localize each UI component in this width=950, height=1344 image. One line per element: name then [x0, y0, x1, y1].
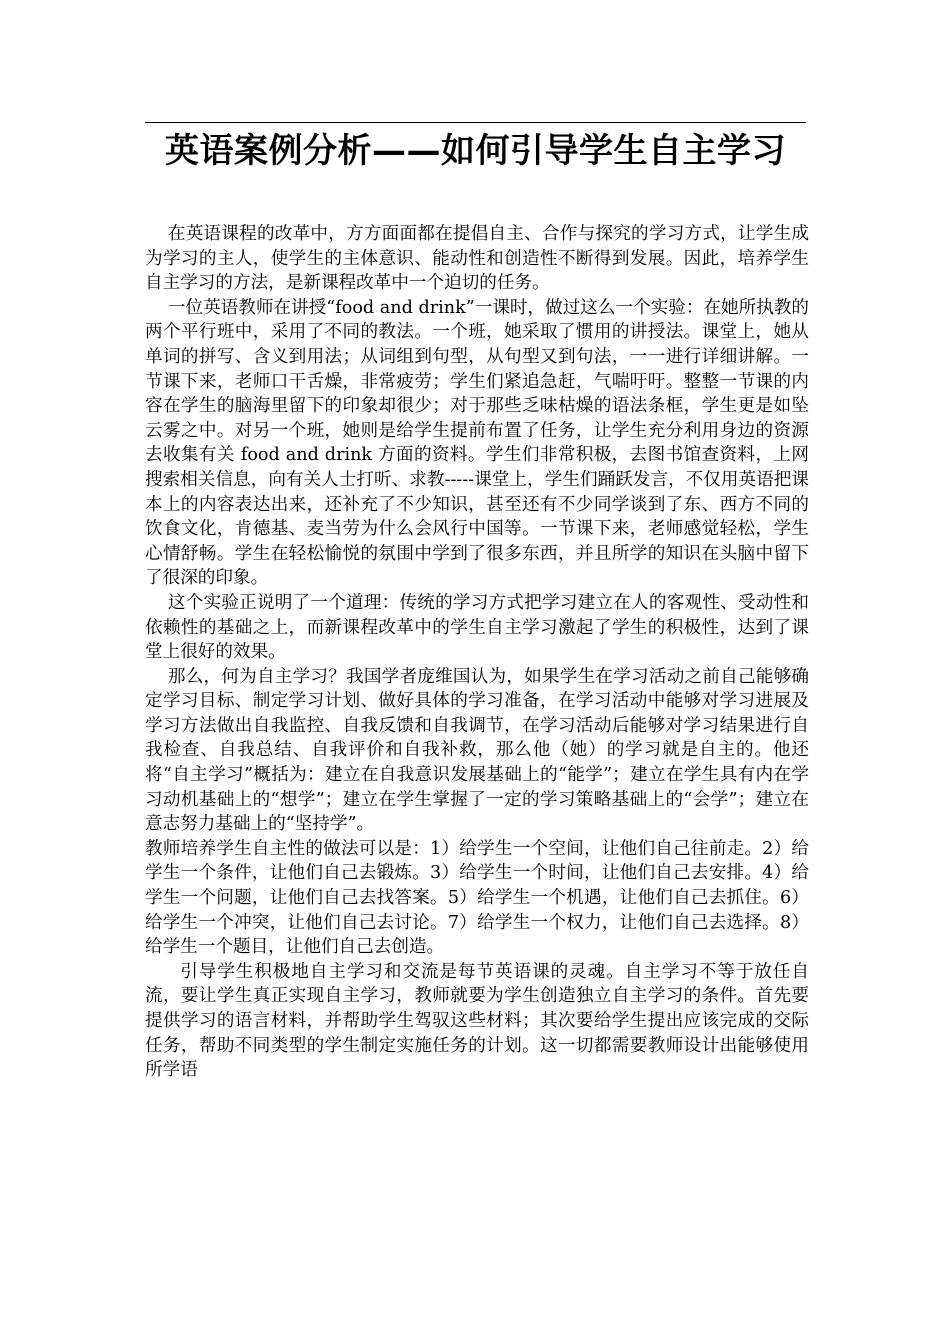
document-title: 英语案例分析——如何引导学生自主学习: [165, 131, 786, 171]
paragraph-conclusion: 这个实验正说明了一个道理：传统的学习方式把学习建立在人的客观性、受动性和依赖性的基础之上，而新课程改革中的学生自主学习激起了学生的积极性，达到了课堂上很好的效果。: [145, 592, 809, 663]
paragraph-methods: 教师培养学生自主性的做法可以是：1）给学生一个空间，让他们自己往前走。2）给学生一个条件，让他们自己去锻炼。3）给学生一个时间，让他们自己去安排。4）给学生一个问题，让他们自己去找答案。5）给学生一个机遇，让他们自己去抓住。6）给学生一个冲突，让他们自己去讨论。7）给学生一个权力，让他们自己去选择。8）给学生一个题目，让他们自己去创造。: [145, 838, 809, 958]
header-rule: [145, 122, 806, 123]
paragraph-experiment: 一位英语教师在讲授“food and drink”一课时，做过这么一个实验：在她所执教的两个平行班中，采用了不同的教法。一个班，她采取了惯用的讲授法。课堂上，她从单词的拼写、含义到用法；从词组到句型，从句型又到句法，一一进行详细讲解。一节课下来，老师口干舌燥，非常疲劳；学生们紧追急赶，气喘吁吁。整整一节课的内容在学生的脑海里留下的印象却很少；对于那些乏味枯燥的语法条框，学生更是如坠云雾之中。对另一个班，她则是给学生提前布置了任务，让学生充分利用身边的资源去收集有关 food and drink 方面的资料。学生们非常积极，去图书馆查资料，上网搜索相关信息，向有关人士打听、求教-----课堂上，学生们踊跃发言，不仅用英语把课本上的内容表达出来，还补充了不少知识，甚至还有不少同学谈到了东、西方不同的饮食文化，肯德基、麦当劳为什么会风行中国等。一节课下来，老师感觉轻松，学生心情舒畅。学生在轻松愉悦的氛围中学到了很多东西，并且所学的知识在头脑中留下了很深的印象。: [145, 297, 810, 589]
document-body: [145, 222, 809, 1083]
paragraph-definition: 那么，何为自主学习？我国学者庞维国认为，如果学生在学习活动之前自己能够确定学习目标、制定学习计划、做好具体的学习准备，在学习活动中能够对学习进展及学习方法做出自我监控、自我反馈和自我调节，在学习活动后能够对学习结果进行自我检查、自我总结、自我评价和自我补救，那么他（她）的学习就是自主的。他还将“自主学习”概括为：建立在自我意识发展基础上的“能学”；建立在学生具有内在学习动机基础上的“想学”；建立在学生掌握了一定的学习策略基础上的“会学”；建立在意志努力基础上的“坚持学”。: [145, 666, 809, 835]
paragraph-intro: 在英语课程的改革中，方方面面都在提倡自主、合作与探究的学习方式，让学生成为学习的主人，使学生的主体意识、能动性和创造性不断得到发展。因此，培养学生自主学习的方法，是新课程改革中一个迫切的任务。: [145, 224, 809, 294]
paragraph-guidance: 引导学生积极地自主学习和交流是每节英语课的灵魂。自主学习不等于放任自流，要让学生真正实现自主学习，教师就要为学生创造独立自主学习的条件。首先要提供学习的语言材料，并帮助学生驾驭这些材料；其次要给学生提出应该完成的交际任务，帮助不同类型的学生制定实施任务的计划。这一切都需要教师设计出能够使用所学语: [145, 961, 809, 1081]
